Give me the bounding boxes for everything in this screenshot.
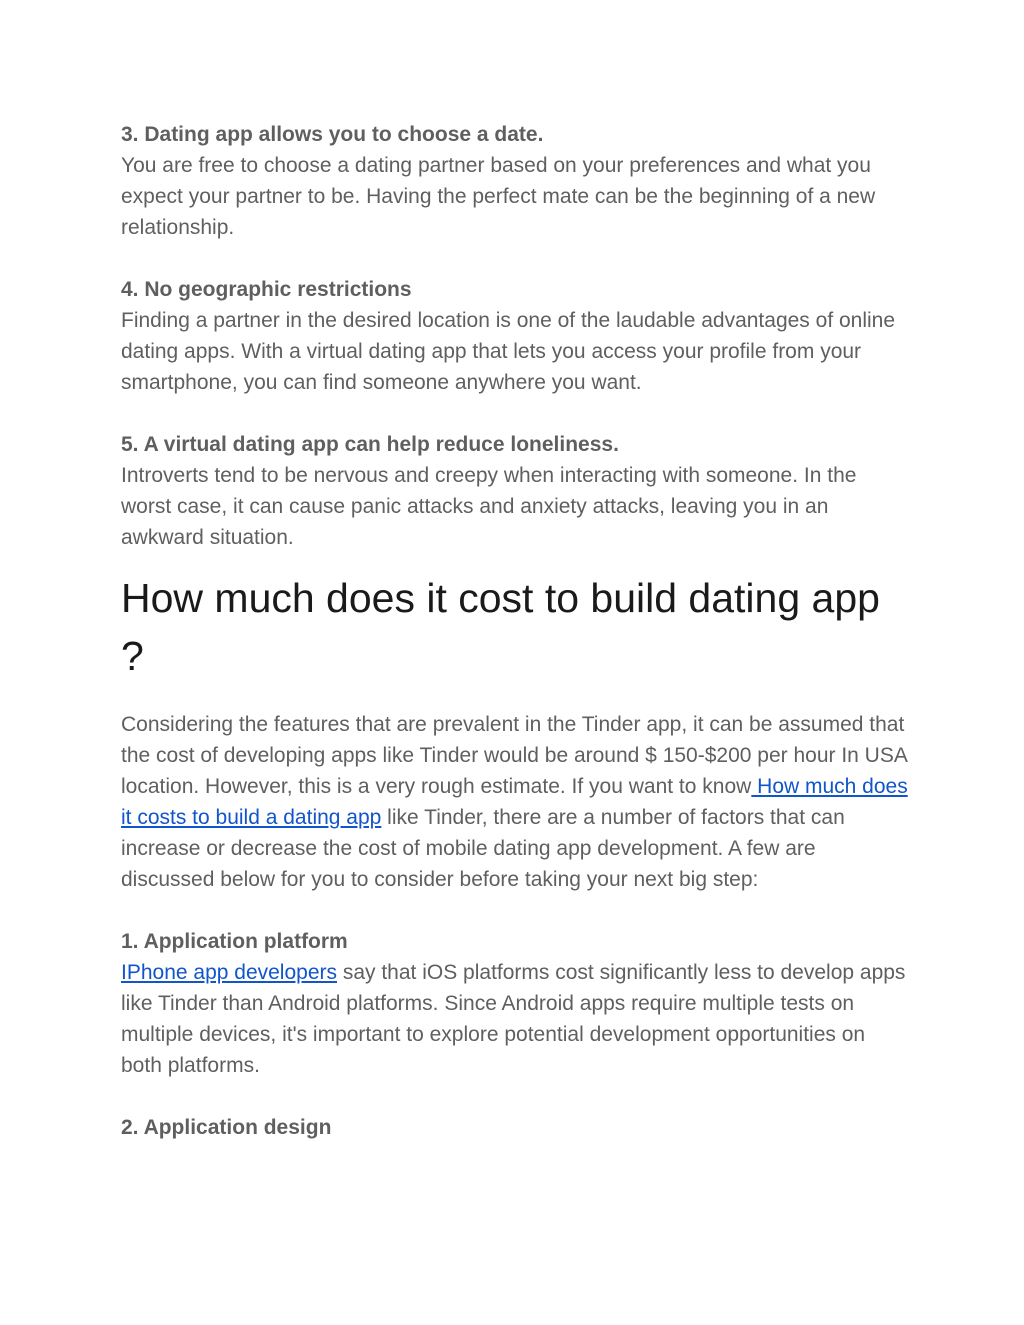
section-design (121, 1112, 911, 1143)
section-body: Introverts tend to be nervous and creepy when interacting with someone. In the worst case, it can cause panic attacks and anxiety attacks, leaving you in an awkward situation. (121, 464, 857, 549)
paragraph-gap (121, 243, 911, 274)
section-heading: 5. A virtual dating app can help reduce loneliness. (121, 433, 619, 456)
cost-article-link[interactable]: How much does it costs to build a dating app (121, 775, 908, 829)
section-geographic (121, 274, 911, 398)
main-title-block (121, 569, 911, 685)
section-body (121, 957, 911, 1081)
section-heading: 1. Application platform (121, 930, 348, 953)
paragraph-gap (121, 1081, 911, 1112)
intro-paragraph (121, 709, 911, 895)
platform-text-after-link: say that iOS platforms cost significantly less to develop apps like Tinder than Android platforms. Since Android apps require multiple tests on multiple devices, it's important to explore potential development opportunities on both platforms. (121, 961, 906, 1077)
section-choose-date (121, 119, 911, 243)
section-body: You are free to choose a dating partner based on your preferences and what you expect your partner to be. Having the perfect mate can be the beginning of a new relationship. (121, 154, 876, 239)
section-platform (121, 926, 911, 1081)
document-page (121, 119, 911, 1143)
paragraph-gap (121, 895, 911, 926)
intro-text-before-link: Considering the features that are prevalent in the Tinder app, it can be assumed that the cost of developing apps like Tinder would be around $ 150-$200 per hour In USA location. However, this is a very rough estimate. If you want to know (121, 713, 907, 798)
page-title: How much does it cost to build dating app ? (121, 575, 880, 679)
section-heading: 4. No geographic restrictions (121, 278, 412, 301)
section-body: Finding a partner in the desired location is one of the laudable advantages of online dating apps. With a virtual dating app that lets you access your profile from your smartphone, you can find someone anywhere you want. (121, 309, 896, 394)
iphone-developers-link[interactable]: IPhone app developers (121, 961, 337, 984)
section-loneliness (121, 429, 911, 553)
section-heading: 2. Application design (121, 1116, 332, 1139)
paragraph-gap (121, 398, 911, 429)
section-heading: 3. Dating app allows you to choose a date. (121, 123, 544, 146)
intro-text-after-link: like Tinder, there are a number of factors that can increase or decrease the cost of mobile dating app development. A few are discussed below for you to consider before taking your next big step: (121, 806, 845, 891)
